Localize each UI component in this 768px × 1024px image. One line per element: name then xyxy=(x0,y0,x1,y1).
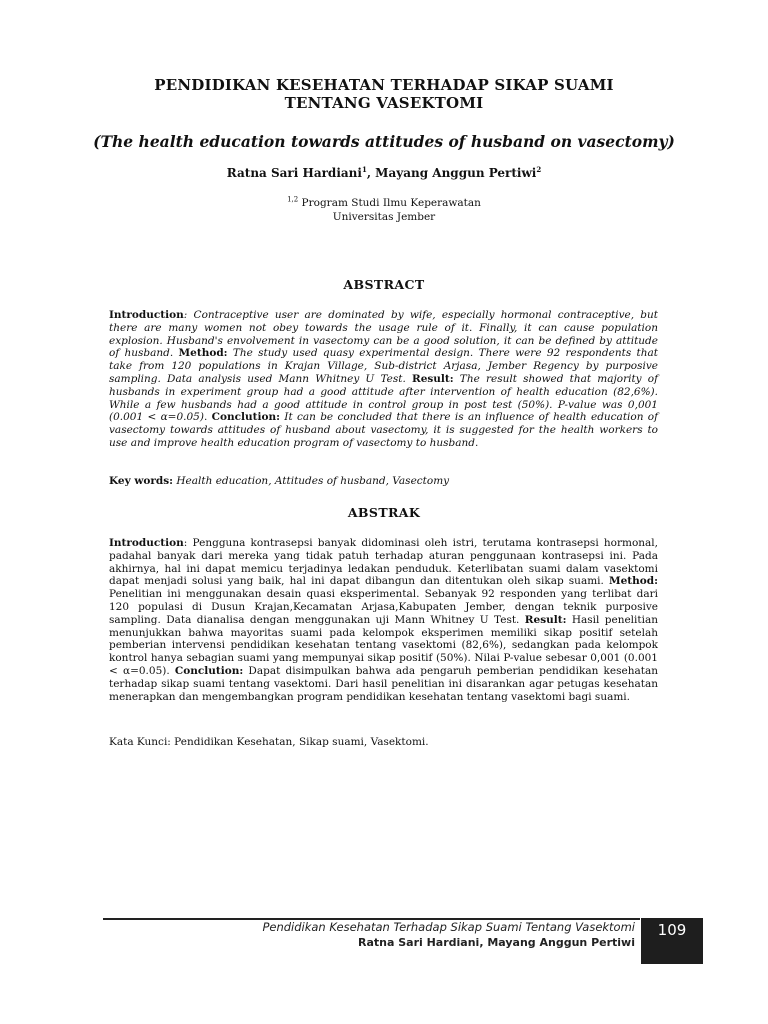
author-1-name: Ratna Sari Hardiani xyxy=(226,166,362,180)
abstract-result-text: The result showed that majority of husbands in experiment group had a good attitude after intervention of health education (82,6%). While a few husbands had a good attitude in control group in post test (50%). P-value was 0,001 (0.001 < α=0.05). xyxy=(109,372,658,424)
abstrak-heading: ABSTRAK xyxy=(347,505,421,520)
keywords-text: Health education, Attitudes of husband, Vasectomy xyxy=(173,475,450,487)
affiliation-program-line xyxy=(100,196,668,210)
author-1-affiliation-mark: 1 xyxy=(361,165,367,174)
author-separator: , xyxy=(366,166,376,180)
abstrak-intro-text: : Pengguna kontrasepsi banyak didominasi oleh istri, terutama kontrasepsi hormonal, padahal banyak dari mereka yang tidak patuh terhadap aturan penggunaan kontrasepsi ini. Pada akhirnya, hal ini dapat memicu terjadinya ledakan penduduk. Keterlibatan suami dalam vasektomi dapat menjadi solusi yang baik, hal ini dapat dibangun dan ditentukan oleh sikap suami. xyxy=(109,537,658,588)
affiliation-university: Universitas Jember xyxy=(332,211,436,223)
abstrak-result-label: Result: xyxy=(524,613,567,626)
abstrak-result-text: Hasil penelitian menunjukkan bahwa mayoritas suami pada kelompok eksperimen memiliki sikap positif setelah pemberian intervensi pendidikan kesehatan tentang vasektomi (82,6%), sedangkan pada kelompok kontrol hanya sebagian suami yang mempunyai sikap positif (50%). Nilai P-value sebesar 0,001 (0.001 < α=0.05). xyxy=(109,613,658,677)
footer-running-authors: Ratna Sari Hardiani, Mayang Anggun Pertiwi xyxy=(358,936,635,949)
abstract-result-label: Result: xyxy=(411,372,454,385)
paper-title-line-1: PENDIDIKAN KESEHATAN TERHADAP SIKAP SUAMI xyxy=(154,76,614,94)
abstract-paragraph xyxy=(109,309,658,450)
paper-title-line-2: TENTANG VASEKTOMI xyxy=(284,94,484,112)
abstrak-intro-label: Introduction xyxy=(109,537,184,549)
author-list xyxy=(100,166,668,180)
page-number-box xyxy=(641,918,703,964)
affiliation xyxy=(100,196,668,224)
footer-running-title: Pendidikan Kesehatan Terhadap Sikap Suami Tentang Vasektomi xyxy=(262,920,635,934)
paper-title xyxy=(100,76,668,112)
affiliation-mark: 1,2 xyxy=(287,195,299,204)
abstract-keywords xyxy=(109,475,658,488)
abstrak-conclusion-text: Dapat disimpulkan bahwa ada pengaruh pemberian pendidikan kesehatan terhadap sikap suami tentang vasektomi. Dari hasil penelitian ini disarankan agar petugas kesehatan menerapkan dan mengembangkan program pendidikan kesehatan tentang vasektomi bagi suami. xyxy=(109,664,658,703)
keywords-label: Key words: xyxy=(109,475,174,487)
abstract-conclusion-text: It can be concluded that there is an influence of health education of vasectomy towards attitudes of husband about vasectomy, it is suggested for the health workers to use and improve health education program of vasectomy to husband. xyxy=(109,411,659,449)
abstrak-keywords: Kata Kunci: Pendidikan Kesehatan, Sikap suami, Vasektomi. xyxy=(109,736,429,748)
abstract-method-label: Method: xyxy=(178,347,228,360)
english-title: (The health education towards attitudes of husband on vasectomy) xyxy=(93,132,675,151)
abstract-intro-label: Introduction xyxy=(109,309,184,321)
page-number: 109 xyxy=(657,921,687,939)
author-2-name: Mayang Anggun Pertiwi xyxy=(375,166,537,180)
abstrak-method-label: Method: xyxy=(608,575,658,588)
affiliation-program: Program Studi Ilmu Keperawatan xyxy=(298,197,481,209)
abstract-intro-text: : Contraceptive user are dominated by wife, especially hormonal contraceptive, but there are many women not obey towards the usage rule of it. Finally, it can cause population explosion. Husband's envolvement in vasectomy can be a good solution, it can be defined by attitude of husband. xyxy=(109,309,658,360)
abstract-heading: ABSTRACT xyxy=(343,277,425,292)
abstrak-paragraph xyxy=(109,537,658,703)
abstract-method-text: The study used quasy experimental design. There were 92 respondents that take from 120 populations in Krajan Village, Sub-district Arjasa, Jember Regency by purposive sampling. Data analysis used Mann Whitney U Test. xyxy=(109,347,658,385)
abstract-conclusion-label: Conclution: xyxy=(211,411,280,424)
abstrak-method-text: Penelitian ini menggunakan desain quasi eksperimental. Sebanyak 92 responden yang terlibat dari 120 populasi di Dusun Krajan,Kecamatan Arjasa,Kabupaten Jember, dengan teknik purposive sampling. Data dianalisa dengan menggunakan uji Mann Whitney U Test. xyxy=(109,588,658,626)
abstrak-conclusion-label: Conclution: xyxy=(174,664,244,677)
author-2-affiliation-mark: 2 xyxy=(536,165,542,174)
